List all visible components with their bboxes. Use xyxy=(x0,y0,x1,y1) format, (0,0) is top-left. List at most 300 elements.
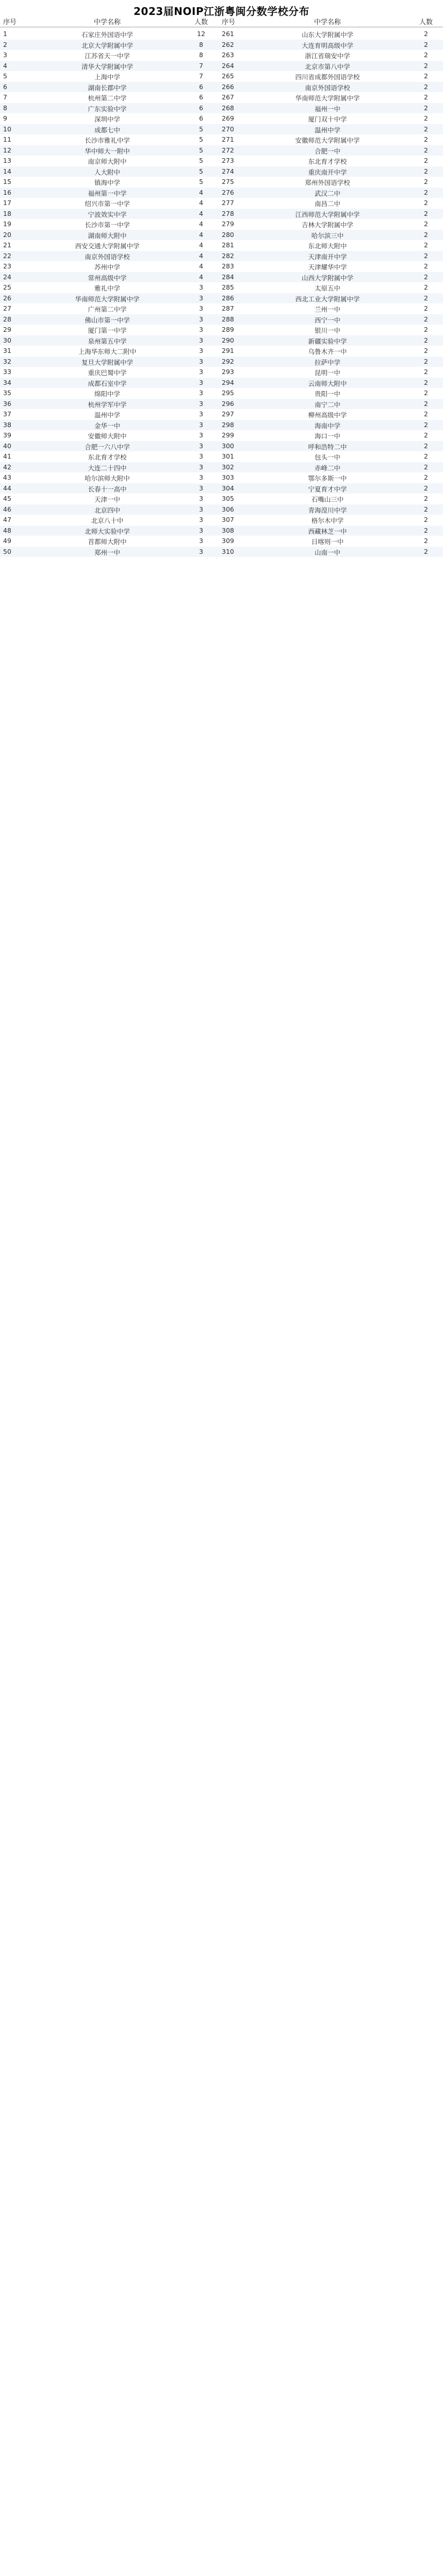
table-row xyxy=(0,504,443,515)
row-count-left: 3 xyxy=(199,473,203,481)
row-index-right: 267 xyxy=(222,93,234,101)
table-row xyxy=(0,209,443,219)
table-row xyxy=(0,134,443,145)
row-index-left: 18 xyxy=(3,209,11,217)
row-index-left: 33 xyxy=(3,368,11,376)
row-index-left: 30 xyxy=(3,336,11,344)
row-index-left: 2 xyxy=(3,40,7,48)
row-index-left: 8 xyxy=(3,104,7,112)
row-index-right: 299 xyxy=(222,431,234,439)
row-count-left: 4 xyxy=(199,199,203,207)
row-count-right: 2 xyxy=(424,178,428,185)
row-school-right: 青海湟川中学 xyxy=(308,506,347,514)
row-count-left: 4 xyxy=(199,188,203,196)
row-index-right: 280 xyxy=(222,230,234,239)
row-school-left: 长沙市雅礼中学 xyxy=(85,137,130,144)
row-index-left: 38 xyxy=(3,420,11,429)
row-index-right: 305 xyxy=(222,495,234,502)
row-index-right: 265 xyxy=(222,72,234,80)
row-count-right: 2 xyxy=(424,378,428,386)
row-index-left: 4 xyxy=(3,61,7,70)
row-count-right: 2 xyxy=(424,72,428,80)
row-count-left: 6 xyxy=(199,114,203,122)
row-count-left: 5 xyxy=(199,146,203,154)
table-row xyxy=(0,367,443,378)
row-school-right: 华南师范大学附属中学 xyxy=(295,94,360,102)
page-title: 2023届NOIP江浙粤闽分数学校分布 xyxy=(133,5,309,18)
row-count-left: 3 xyxy=(199,463,203,471)
table-row xyxy=(0,483,443,494)
row-school-left: 华中师大一附中 xyxy=(85,147,130,155)
row-count-left: 3 xyxy=(199,378,203,386)
row-index-right: 262 xyxy=(222,40,234,48)
row-school-right: 大连育明高级中学 xyxy=(301,41,353,49)
row-index-right: 268 xyxy=(222,104,234,112)
row-school-left: 绍兴市第一中学 xyxy=(85,200,130,208)
table-row xyxy=(0,441,443,452)
table-row xyxy=(0,378,443,388)
table-row xyxy=(0,198,443,209)
row-index-right: 289 xyxy=(222,326,234,333)
row-index-right: 272 xyxy=(222,146,234,154)
table-row xyxy=(0,399,443,410)
row-index-right: 309 xyxy=(222,537,234,545)
row-index-right: 278 xyxy=(222,209,234,217)
row-school-left: 常州高级中学 xyxy=(88,274,127,282)
row-index-left: 29 xyxy=(3,326,11,333)
row-school-right: 西北工业大学附属中学 xyxy=(295,295,360,303)
row-school-left: 复旦大学附属中学 xyxy=(81,358,133,366)
row-index-left: 45 xyxy=(3,495,11,502)
row-school-left: 石家庄外国语中学 xyxy=(81,31,133,39)
row-count-left: 3 xyxy=(199,357,203,365)
row-school-right: 云南师大附中 xyxy=(308,379,347,387)
table-row xyxy=(0,272,443,283)
row-index-right: 298 xyxy=(222,420,234,429)
row-school-left: 厦门第一中学 xyxy=(88,327,127,334)
row-index-left: 37 xyxy=(3,410,11,418)
row-count-left: 3 xyxy=(199,326,203,333)
row-school-left: 长沙市第一中学 xyxy=(85,221,130,229)
row-school-right: 合肥一中 xyxy=(314,147,340,155)
row-count-right: 2 xyxy=(424,114,428,122)
row-index-right: 261 xyxy=(222,30,234,38)
row-count-left: 8 xyxy=(199,51,203,59)
table-row xyxy=(0,335,443,346)
row-count-right: 2 xyxy=(424,431,428,439)
row-index-left: 13 xyxy=(3,157,11,164)
row-index-left: 32 xyxy=(3,357,11,365)
row-index-left: 43 xyxy=(3,473,11,481)
row-count-left: 8 xyxy=(199,40,203,48)
row-count-left: 3 xyxy=(199,368,203,376)
row-count-left: 6 xyxy=(199,93,203,101)
row-index-right: 308 xyxy=(222,526,234,534)
header-index-right: 序号 xyxy=(222,19,236,26)
table-row xyxy=(0,219,443,230)
row-index-left: 7 xyxy=(3,93,7,101)
row-count-right: 2 xyxy=(424,157,428,164)
row-index-left: 24 xyxy=(3,273,11,281)
row-school-left: 南京外国语学校 xyxy=(85,252,130,261)
row-index-left: 14 xyxy=(3,167,11,175)
row-index-left: 31 xyxy=(3,347,11,354)
table-row xyxy=(0,145,443,156)
row-index-right: 283 xyxy=(222,262,234,270)
row-index-left: 11 xyxy=(3,135,11,143)
row-count-left: 4 xyxy=(199,241,203,249)
table-row xyxy=(0,230,443,241)
row-count-left: 12 xyxy=(197,30,205,38)
row-school-left: 长春十一高中 xyxy=(88,485,127,493)
table-row xyxy=(0,536,443,547)
row-school-right: 南昌二中 xyxy=(314,200,340,208)
row-count-left: 5 xyxy=(199,167,203,175)
table-row xyxy=(0,547,443,557)
row-count-right: 2 xyxy=(424,452,428,460)
row-school-right: 呼和浩特二中 xyxy=(308,443,347,451)
header-count-left: 人数 xyxy=(194,19,208,26)
row-index-left: 22 xyxy=(3,251,11,260)
table-row xyxy=(0,409,443,420)
row-school-left: 绵阳中学 xyxy=(94,390,120,398)
row-school-left: 镇海中学 xyxy=(94,179,120,187)
row-count-right: 2 xyxy=(424,315,428,323)
row-count-left: 3 xyxy=(199,294,203,302)
row-index-left: 25 xyxy=(3,283,11,291)
row-school-left: 人大附中 xyxy=(94,168,120,176)
row-count-right: 2 xyxy=(424,51,428,59)
table-row xyxy=(0,293,443,304)
row-count-left: 3 xyxy=(199,442,203,450)
row-count-right: 2 xyxy=(424,61,428,70)
row-count-right: 2 xyxy=(424,167,428,175)
row-school-left: 湖南师大附中 xyxy=(88,231,127,240)
row-count-right: 2 xyxy=(424,241,428,249)
row-school-left: 苏州中学 xyxy=(94,263,120,271)
row-index-left: 1 xyxy=(3,30,7,38)
row-count-left: 3 xyxy=(199,547,203,555)
row-index-right: 287 xyxy=(222,304,234,312)
header-count-right: 人数 xyxy=(419,19,433,26)
row-school-left: 成都石室中学 xyxy=(88,379,127,387)
table-row xyxy=(0,40,443,50)
table-row xyxy=(0,303,443,314)
row-index-left: 41 xyxy=(3,452,11,460)
row-count-right: 2 xyxy=(424,505,428,513)
row-school-right: 江西师范大学附属中学 xyxy=(295,210,360,218)
table-row xyxy=(0,50,443,61)
row-school-right: 西宁一中 xyxy=(314,316,340,324)
row-school-left: 西安交通大学附属中学 xyxy=(75,242,140,250)
row-count-right: 2 xyxy=(424,326,428,333)
row-index-left: 3 xyxy=(3,51,7,59)
row-school-left: 金华一中 xyxy=(94,421,120,430)
table-row xyxy=(0,282,443,293)
row-school-right: 南京外国语学校 xyxy=(305,83,350,92)
row-school-left: 首都师大附中 xyxy=(88,538,127,546)
row-count-right: 2 xyxy=(424,188,428,196)
row-count-left: 3 xyxy=(199,537,203,545)
row-school-right: 温州中学 xyxy=(314,126,340,134)
row-count-left: 6 xyxy=(199,82,203,91)
row-index-left: 5 xyxy=(3,72,7,80)
header-school-right: 中学名称 xyxy=(314,19,341,26)
table-row xyxy=(0,462,443,473)
row-count-right: 2 xyxy=(424,135,428,143)
row-count-right: 2 xyxy=(424,347,428,354)
row-index-left: 16 xyxy=(3,188,11,196)
table-row xyxy=(0,261,443,272)
row-school-right: 新疆实验中学 xyxy=(308,337,347,345)
row-index-left: 28 xyxy=(3,315,11,323)
row-school-right: 厦门双十中学 xyxy=(308,115,347,123)
row-school-right: 贵阳一中 xyxy=(314,390,340,398)
table-row xyxy=(0,314,443,325)
row-school-left: 湖南长郡中学 xyxy=(88,83,127,92)
table-row xyxy=(0,451,443,462)
row-count-right: 2 xyxy=(424,410,428,418)
table-row xyxy=(0,515,443,526)
row-school-left: 广州第二中学 xyxy=(88,306,127,313)
row-count-left: 3 xyxy=(199,315,203,323)
row-school-left: 雅礼中学 xyxy=(94,284,120,292)
row-count-right: 2 xyxy=(424,82,428,91)
row-school-right: 天津耀华中学 xyxy=(308,263,347,271)
row-school-right: 东北育才学校 xyxy=(308,158,347,165)
row-index-left: 36 xyxy=(3,399,11,408)
row-school-right: 天津南开中学 xyxy=(308,252,347,261)
row-count-left: 4 xyxy=(199,220,203,228)
row-school-left: 深圳中学 xyxy=(94,115,120,123)
row-index-right: 307 xyxy=(222,516,234,523)
table-row xyxy=(0,357,443,367)
row-count-left: 5 xyxy=(199,178,203,185)
row-count-right: 2 xyxy=(424,368,428,376)
row-count-left: 3 xyxy=(199,336,203,344)
row-index-right: 284 xyxy=(222,273,234,281)
row-count-left: 3 xyxy=(199,410,203,418)
row-count-right: 2 xyxy=(424,537,428,545)
row-count-right: 2 xyxy=(424,526,428,534)
table-row xyxy=(0,188,443,198)
row-school-right: 海南中学 xyxy=(314,421,340,430)
row-school-left: 重庆巴蜀中学 xyxy=(88,369,127,377)
row-school-right: 石嘴山三中 xyxy=(311,496,344,503)
row-school-left: 华南师范大学附属中学 xyxy=(75,295,140,303)
row-index-right: 310 xyxy=(222,547,234,555)
row-count-left: 4 xyxy=(199,251,203,260)
row-school-right: 格尔木中学 xyxy=(311,517,344,524)
row-school-right: 福州一中 xyxy=(314,105,340,113)
row-school-left: 北京八十中 xyxy=(91,517,124,524)
row-count-right: 2 xyxy=(424,547,428,555)
row-school-right: 浙江省瑞安中学 xyxy=(305,52,350,60)
row-school-left: 郑州一中 xyxy=(94,548,120,556)
row-index-right: 264 xyxy=(222,61,234,70)
table-row xyxy=(0,251,443,262)
row-school-left: 天津一中 xyxy=(94,496,120,503)
row-count-left: 6 xyxy=(199,104,203,112)
row-index-right: 271 xyxy=(222,135,234,143)
row-school-right: 银川一中 xyxy=(314,327,340,334)
row-count-right: 2 xyxy=(424,420,428,429)
table-row xyxy=(0,103,443,114)
table-row xyxy=(0,124,443,135)
row-school-left: 上海中学 xyxy=(94,73,120,81)
row-count-left: 5 xyxy=(199,125,203,133)
table-row xyxy=(0,240,443,251)
row-school-left: 大连二十四中 xyxy=(88,464,127,472)
row-school-right: 南宁二中 xyxy=(314,400,340,409)
row-school-right: 西藏林芝一中 xyxy=(308,527,347,535)
row-index-left: 15 xyxy=(3,178,11,185)
row-index-right: 269 xyxy=(222,114,234,122)
row-count-left: 4 xyxy=(199,262,203,270)
row-index-right: 296 xyxy=(222,399,234,408)
row-count-left: 3 xyxy=(199,452,203,460)
row-count-left: 3 xyxy=(199,347,203,354)
row-count-right: 2 xyxy=(424,104,428,112)
table-row xyxy=(0,325,443,335)
row-school-left: 杭州第二中学 xyxy=(88,94,127,102)
row-count-left: 3 xyxy=(199,420,203,429)
row-index-left: 42 xyxy=(3,463,11,471)
row-school-right: 安徽师范大学附属中学 xyxy=(295,137,360,144)
row-count-left: 3 xyxy=(199,505,203,513)
row-index-right: 285 xyxy=(222,283,234,291)
row-index-left: 21 xyxy=(3,241,11,249)
row-school-left: 合肥一六八中学 xyxy=(85,443,130,451)
row-school-left: 泉州第五中学 xyxy=(88,337,127,345)
row-count-left: 7 xyxy=(199,72,203,80)
row-count-right: 2 xyxy=(424,251,428,260)
row-index-left: 47 xyxy=(3,516,11,523)
table-row xyxy=(0,430,443,441)
row-index-right: 306 xyxy=(222,505,234,513)
row-count-left: 3 xyxy=(199,495,203,502)
row-index-right: 282 xyxy=(222,251,234,260)
table-row xyxy=(0,177,443,188)
row-index-left: 10 xyxy=(3,125,11,133)
row-count-right: 2 xyxy=(424,125,428,133)
table-row xyxy=(0,346,443,357)
row-count-right: 2 xyxy=(424,399,428,408)
row-count-right: 2 xyxy=(424,30,428,38)
row-school-right: 乌鲁木齐一中 xyxy=(308,348,347,355)
row-school-left: 杭州学军中学 xyxy=(88,400,127,409)
row-index-left: 50 xyxy=(3,547,11,555)
row-index-right: 302 xyxy=(222,463,234,471)
row-index-left: 35 xyxy=(3,389,11,397)
row-school-left: 北京四中 xyxy=(94,506,120,514)
row-school-left: 南京师大附中 xyxy=(88,158,127,165)
row-count-left: 7 xyxy=(199,61,203,70)
row-index-right: 288 xyxy=(222,315,234,323)
row-count-left: 4 xyxy=(199,230,203,239)
row-school-right: 山南一中 xyxy=(314,548,340,556)
row-school-right: 拉萨中学 xyxy=(314,358,340,366)
table-row xyxy=(0,494,443,504)
row-count-left: 3 xyxy=(199,399,203,408)
table-row xyxy=(0,472,443,483)
row-school-right: 柳州高级中学 xyxy=(308,411,347,419)
row-index-right: 297 xyxy=(222,410,234,418)
row-count-left: 4 xyxy=(199,273,203,281)
row-index-right: 290 xyxy=(222,336,234,344)
row-count-right: 2 xyxy=(424,93,428,101)
row-school-left: 福州第一中学 xyxy=(88,189,127,197)
row-school-left: 江苏省天一中学 xyxy=(85,52,130,60)
row-school-right: 兰州一中 xyxy=(314,306,340,313)
row-school-right: 山西大学附属中学 xyxy=(301,274,353,282)
row-count-left: 3 xyxy=(199,526,203,534)
row-school-left: 北师大实验中学 xyxy=(85,527,130,535)
row-index-left: 39 xyxy=(3,431,11,439)
row-school-left: 温州中学 xyxy=(94,411,120,419)
row-index-right: 291 xyxy=(222,347,234,354)
row-index-left: 48 xyxy=(3,526,11,534)
row-count-right: 2 xyxy=(424,357,428,365)
row-count-right: 2 xyxy=(424,283,428,291)
row-school-right: 包头一中 xyxy=(314,453,340,461)
row-index-left: 34 xyxy=(3,378,11,386)
row-school-right: 鄂尔多斯一中 xyxy=(308,474,347,482)
row-school-right: 昆明一中 xyxy=(314,369,340,377)
row-school-right: 哈尔滨三中 xyxy=(311,231,344,240)
row-count-left: 5 xyxy=(199,157,203,164)
row-index-left: 23 xyxy=(3,262,11,270)
row-count-right: 2 xyxy=(424,473,428,481)
row-index-left: 20 xyxy=(3,230,11,239)
row-count-right: 2 xyxy=(424,273,428,281)
row-index-right: 286 xyxy=(222,294,234,302)
row-index-right: 303 xyxy=(222,473,234,481)
table-row xyxy=(0,71,443,82)
row-index-left: 49 xyxy=(3,537,11,545)
row-count-left: 3 xyxy=(199,484,203,492)
row-school-left: 清华大学附属中学 xyxy=(81,62,133,71)
row-count-right: 2 xyxy=(424,442,428,450)
row-school-left: 宁波效实中学 xyxy=(88,210,127,218)
row-count-right: 2 xyxy=(424,389,428,397)
row-index-left: 12 xyxy=(3,146,11,154)
row-count-right: 2 xyxy=(424,230,428,239)
row-count-right: 2 xyxy=(424,40,428,48)
row-count-right: 2 xyxy=(424,463,428,471)
table-row xyxy=(0,526,443,536)
row-school-left: 成都七中 xyxy=(94,126,120,134)
row-index-right: 275 xyxy=(222,178,234,185)
row-school-left: 佛山市第一中学 xyxy=(85,316,130,324)
table-row xyxy=(0,113,443,124)
table-row xyxy=(0,420,443,431)
row-count-right: 2 xyxy=(424,484,428,492)
row-count-right: 2 xyxy=(424,294,428,302)
row-index-right: 263 xyxy=(222,51,234,59)
row-count-right: 2 xyxy=(424,199,428,207)
row-index-right: 270 xyxy=(222,125,234,133)
row-school-left: 安徽师大附中 xyxy=(88,432,127,440)
row-school-right: 郑州外国语学校 xyxy=(305,179,350,187)
row-school-right: 宁夏育才中学 xyxy=(308,485,347,493)
row-index-left: 17 xyxy=(3,199,11,207)
row-index-left: 46 xyxy=(3,505,11,513)
row-index-right: 266 xyxy=(222,82,234,91)
table-row xyxy=(0,166,443,177)
row-index-right: 274 xyxy=(222,167,234,175)
row-index-right: 304 xyxy=(222,484,234,492)
